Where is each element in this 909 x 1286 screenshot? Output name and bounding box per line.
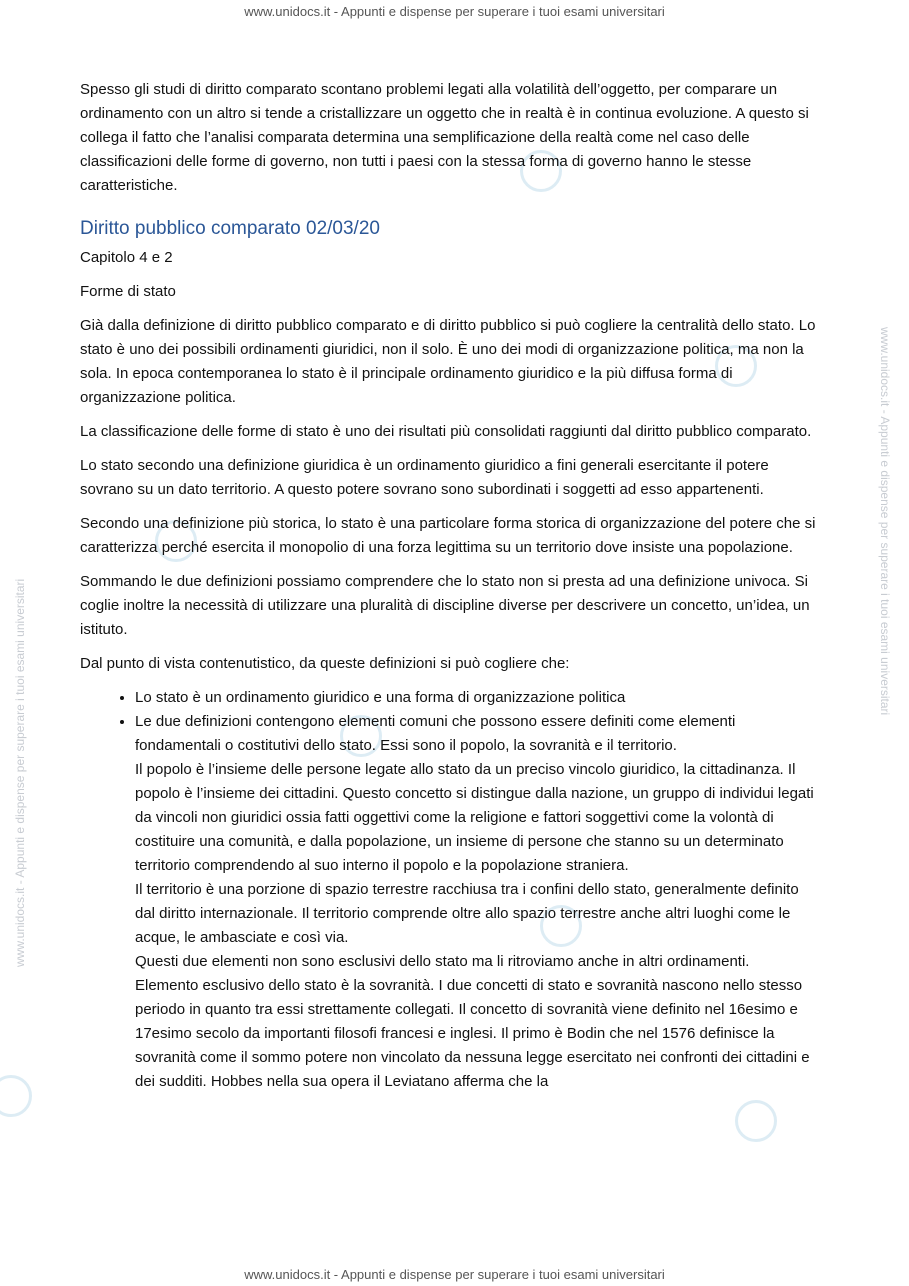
list-item-line: Il territorio è una porzione di spazio terrestre racchiusa tra i confini dello stato, generalmente definito dal diritto internazionale. Il territorio comprende oltre allo spazio terrestre anche altri luoghi come le acque, le ambasciate e così via. <box>135 881 799 946</box>
intro-paragraph: Spesso gli studi di diritto comparato scontano problemi legati alla volatilità dell’oggetto, per comparare un ordinamento con un altro si tende a cristallizzare un oggetto che in realtà è in continua evoluzione. A questo si collega il fatto che l’analisi comparata determina una semplificazione della realtà come nel caso delle classificazioni delle forme di governo, non tutti i paesi con la stessa forma di governo hanno le stesse caratteristiche. <box>80 81 809 194</box>
bullet-list <box>80 686 820 1094</box>
paragraph: Già dalla definizione di diritto pubblico comparato e di diritto pubblico si può cogliere la centralità dello stato. Lo stato è uno dei possibili ordinamenti giuridici, non il solo. È uno dei modi di organizzazione politica, ma non la sola. In epoca contemporanea lo stato è il principale ordinamento giuridico e la più diffusa forma di organizzazione politica. <box>80 317 816 406</box>
list-item <box>135 710 820 1094</box>
list-item-line: Elemento esclusivo dello stato è la sovranità. I due concetti di stato e sovranità nascono nello stesso periodo in quanto tra essi strettamente collegati. Il concetto di sovranità viene definito nel 16esimo e 17esimo secolo da importanti filosofi francesi e inglesi. Il primo è Bodin che nel 1576 definisce la sovranità come il sommo potere non vincolato da nessuna legge esercitato nei confronti dei cittadini e dei sudditi. Hobbes nella sua opera il Leviatano afferma che la <box>135 977 810 1090</box>
document-body <box>80 78 820 1094</box>
unidocs-logo-icon <box>735 1100 777 1142</box>
paragraph: Dal punto di vista contenutistico, da queste definizioni si può cogliere che: <box>80 655 570 672</box>
section-heading: Diritto pubblico comparato 02/03/20 <box>80 218 380 239</box>
list-item-line: Il popolo è l’insieme delle persone legate allo stato da un preciso vincolo giuridico, la cittadinanza. Il popolo è l’insieme dei cittadini. Questo concetto si distingue dalla nazione, un gruppo di individui legati da vincoli non giuridici ossia fatti oggettivi come la religione e fattori soggettivi come la volontà di costituire una comunità, e dalla popolazione, un insieme di persone che stanno su un determinato territorio comprendendo al suo interno il popolo e la popolazione straniera. <box>135 761 814 874</box>
list-item-line: Questi due elementi non sono esclusivi dello stato ma li ritroviamo anche in altri ordinamenti. <box>135 953 750 970</box>
paragraph: Sommando le due definizioni possiamo comprendere che lo stato non si presta ad una definizione univoca. Si coglie inoltre la necessità di utilizzare una pluralità di discipline diverse per descrivere un concetto, un’idea, un istituto. <box>80 573 810 638</box>
chapter-line: Capitolo 4 e 2 <box>80 249 173 266</box>
paragraph: La classificazione delle forme di stato è uno dei risultati più consolidati raggiunti dal diritto pubblico comparato. <box>80 423 812 440</box>
side-watermark-right: www.unidocs.it - Appunti e dispense per superare i tuoi esami universitari <box>878 327 892 716</box>
list-item-line: • Le due definizioni contengono elementi comuni che possono essere definiti come elementi fondamentali o costitutivi dello stato. Essi sono il popolo, la sovranità e il territorio. <box>135 713 736 754</box>
header-watermark: www.unidocs.it - Appunti e dispense per superare i tuoi esami universitari <box>244 4 665 19</box>
list-item: • Lo stato è un ordinamento giuridico e una forma di organizzazione politica <box>135 686 820 710</box>
side-watermark-left: www.unidocs.it - Appunti e dispense per superare i tuoi esami universitari <box>13 578 27 967</box>
section-subtitle: Forme di stato <box>80 283 176 300</box>
footer-watermark: www.unidocs.it - Appunti e dispense per superare i tuoi esami universitari <box>244 1267 665 1282</box>
unidocs-logo-icon <box>0 1075 32 1117</box>
paragraph: Secondo una definizione più storica, lo stato è una particolare forma storica di organizzazione del potere che si caratterizza perché esercita il monopolio di una forza legittima su un territorio dove insiste una popolazione. <box>80 515 816 556</box>
paragraph: Lo stato secondo una definizione giuridica è un ordinamento giuridico a fini generali esercitante il potere sovrano su un dato territorio. A questo potere sovrano sono subordinati i soggetti ad esso appartenenti. <box>80 457 769 498</box>
